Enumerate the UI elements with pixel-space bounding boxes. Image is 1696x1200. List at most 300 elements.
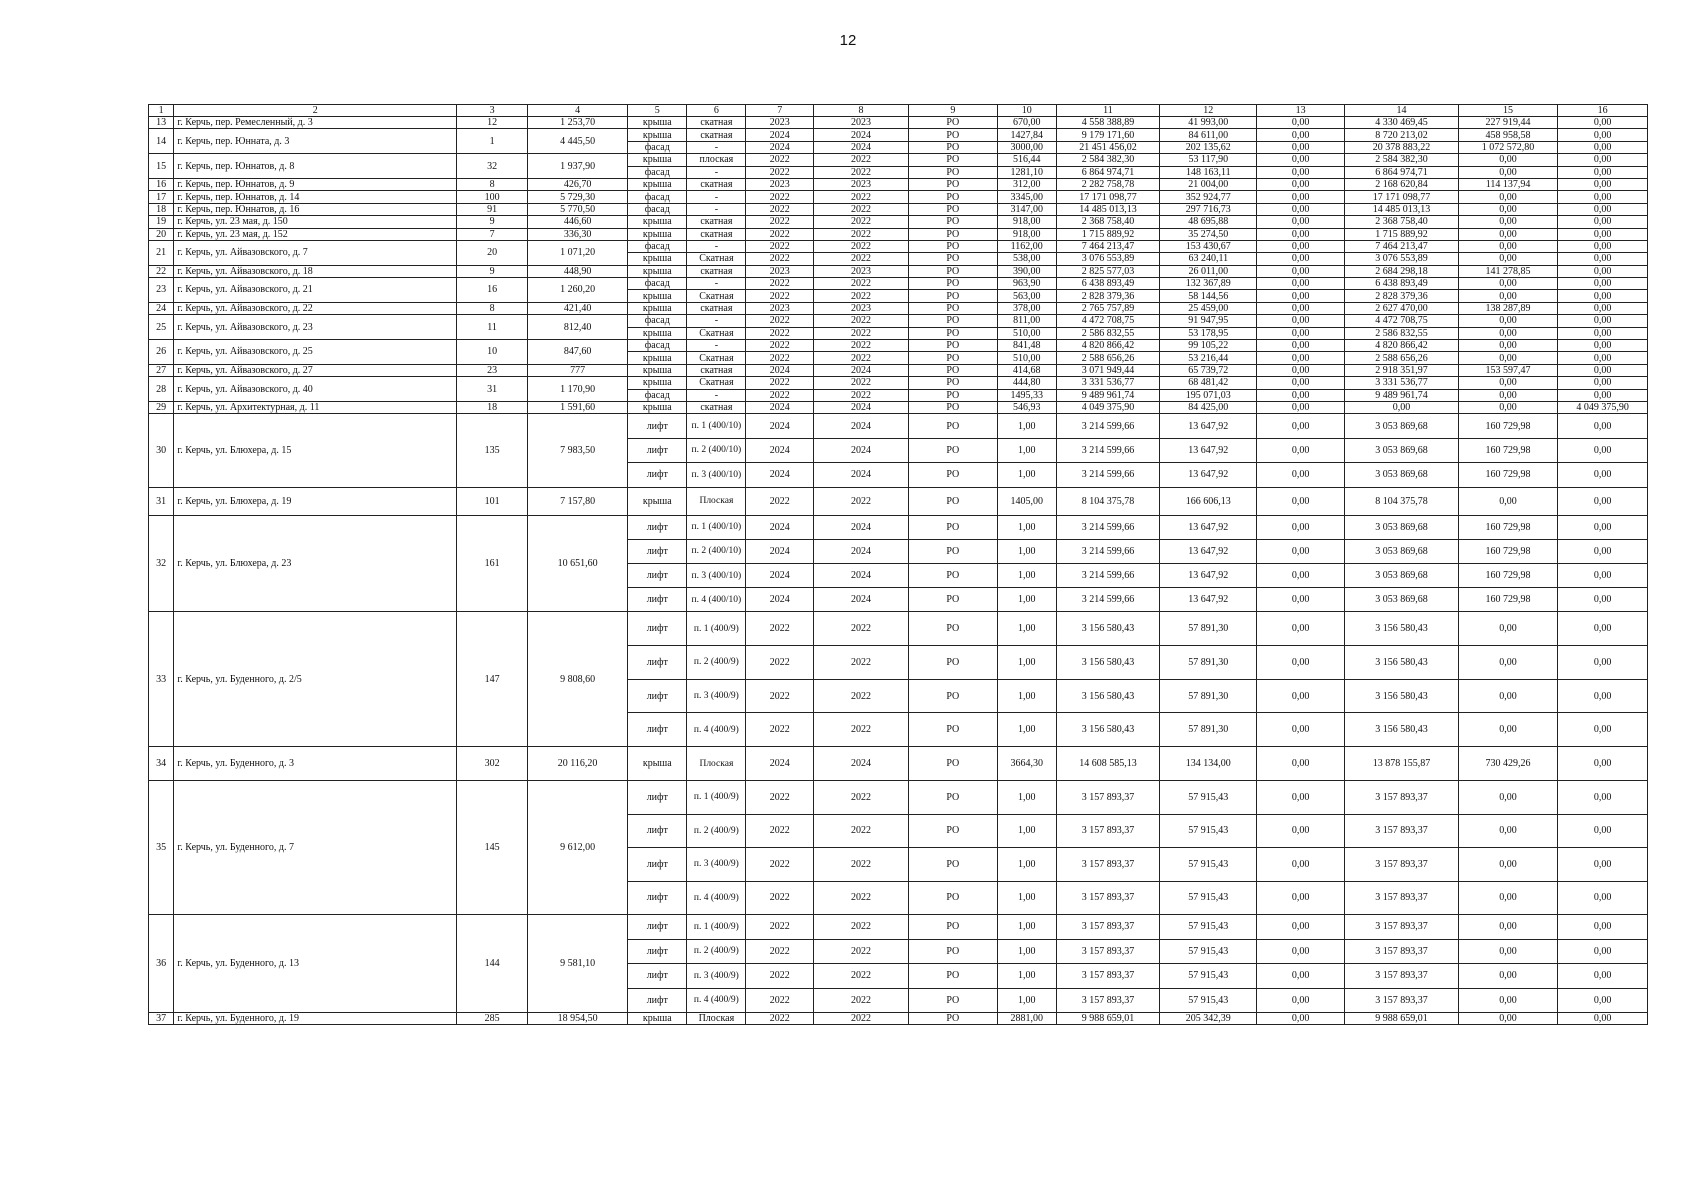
cell-col-9: РО <box>909 463 998 487</box>
cell-col-15: 160 729,98 <box>1458 515 1557 539</box>
cell-col-14: 3 053 869,68 <box>1344 588 1458 612</box>
cell-col-15: 0,00 <box>1458 1013 1557 1025</box>
cell-col-6: п. 2 (400/9) <box>687 939 746 964</box>
cell-col-10: 390,00 <box>997 265 1056 277</box>
cell-col-6: п. 2 (400/10) <box>687 438 746 462</box>
cell-col-15: 160 729,98 <box>1458 588 1557 612</box>
cell-col-11: 2 588 656,26 <box>1056 352 1159 364</box>
cell-col-8: 2022 <box>814 645 909 679</box>
cell-col-6: п. 1 (400/9) <box>687 915 746 940</box>
cell-col-16: 0,00 <box>1558 438 1648 462</box>
cell-col-7: 2022 <box>746 939 814 964</box>
cell-col-13: 0,00 <box>1257 747 1345 781</box>
cell-col-5: фасад <box>628 389 687 401</box>
cell-col-14: 3 157 893,37 <box>1344 881 1458 915</box>
cell-col-14: 4 472 708,75 <box>1344 315 1458 327</box>
cell-col-10: 963,90 <box>997 278 1056 290</box>
cell-col-11: 8 104 375,78 <box>1056 487 1159 515</box>
cell-col-13: 0,00 <box>1257 240 1345 252</box>
cell-col-12: 99 105,22 <box>1160 340 1257 352</box>
cell-col-11: 3 156 580,43 <box>1056 612 1159 646</box>
cell-col-16: 0,00 <box>1558 389 1648 401</box>
cell-col-9: РО <box>909 781 998 815</box>
cell-col-7: 2022 <box>746 915 814 940</box>
row-number-cell: 13 <box>149 117 174 129</box>
cell-col-15: 160 729,98 <box>1458 463 1557 487</box>
address-cell: г. Керчь, пер. Юннатов, д. 14 <box>174 191 457 203</box>
cell-col-7: 2022 <box>746 352 814 364</box>
cell-col-5: крыша <box>628 327 687 339</box>
cell-col-8: 2024 <box>814 141 909 153</box>
cell-col-11: 3 214 599,66 <box>1056 539 1159 563</box>
cell-col-6: Скатная <box>687 253 746 265</box>
cell-col-5: крыша <box>628 216 687 228</box>
cell-col-5: крыша <box>628 377 687 389</box>
cell-col-6: - <box>687 240 746 252</box>
cell-col-6: - <box>687 315 746 327</box>
cell-col-14: 8 104 375,78 <box>1344 487 1458 515</box>
cell-col-5: лифт <box>628 612 687 646</box>
cell-col-10: 1,00 <box>997 881 1056 915</box>
cell-col-6: - <box>687 191 746 203</box>
cell-col-12: 195 071,03 <box>1160 389 1257 401</box>
cell-col-8: 2024 <box>814 401 909 413</box>
cell-col-13: 0,00 <box>1257 539 1345 563</box>
cell-col-7: 2024 <box>746 747 814 781</box>
cell-col-9: РО <box>909 228 998 240</box>
cell-col-10: 670,00 <box>997 117 1056 129</box>
address-cell: г. Керчь, ул. Блюхера, д. 23 <box>174 515 457 612</box>
cell-col-11: 3 214 599,66 <box>1056 414 1159 438</box>
table-row <box>149 117 1648 129</box>
cell-col-16: 0,00 <box>1558 713 1648 747</box>
row-number-cell: 34 <box>149 747 174 781</box>
cell-col-8: 2022 <box>814 228 909 240</box>
cell-col-14: 3 157 893,37 <box>1344 814 1458 848</box>
cell-col-12: 57 915,43 <box>1160 939 1257 964</box>
cell-col-11: 3 157 893,37 <box>1056 781 1159 815</box>
cell-col-9: РО <box>909 364 998 376</box>
cell-col-14: 3 157 893,37 <box>1344 848 1458 882</box>
cell-col-8: 2023 <box>814 117 909 129</box>
cell-col-11: 1 715 889,92 <box>1056 228 1159 240</box>
cell-col-12: 35 274,50 <box>1160 228 1257 240</box>
cell-col-11: 21 451 456,02 <box>1056 141 1159 153</box>
cell-col-13: 0,00 <box>1257 253 1345 265</box>
cell-col-10: 3000,00 <box>997 141 1056 153</box>
cell-col-13: 0,00 <box>1257 588 1345 612</box>
cell-col-8: 2022 <box>814 881 909 915</box>
cell-col-6: п. 3 (400/10) <box>687 563 746 587</box>
cell-col-13: 0,00 <box>1257 315 1345 327</box>
cell-col-10: 1,00 <box>997 563 1056 587</box>
cell-col-14: 3 156 580,43 <box>1344 612 1458 646</box>
cell-col-7: 2022 <box>746 781 814 815</box>
cell-col-15: 0,00 <box>1458 166 1557 178</box>
apartments-count-cell: 9 <box>457 265 528 277</box>
cell-col-14: 3 053 869,68 <box>1344 438 1458 462</box>
area-cell: 448,90 <box>527 265 627 277</box>
row-number-cell: 27 <box>149 364 174 376</box>
cell-col-13: 0,00 <box>1257 414 1345 438</box>
cell-col-8: 2024 <box>814 563 909 587</box>
cell-col-10: 1495,33 <box>997 389 1056 401</box>
cell-col-14: 3 156 580,43 <box>1344 713 1458 747</box>
cell-col-11: 4 558 388,89 <box>1056 117 1159 129</box>
cell-col-10: 1,00 <box>997 915 1056 940</box>
cell-col-9: РО <box>909 352 998 364</box>
cell-col-11: 3 214 599,66 <box>1056 563 1159 587</box>
cell-col-5: лифт <box>628 814 687 848</box>
cell-col-7: 2022 <box>746 679 814 713</box>
cell-col-11: 3 331 536,77 <box>1056 377 1159 389</box>
cell-col-16: 0,00 <box>1558 679 1648 713</box>
cell-col-5: лифт <box>628 645 687 679</box>
table-row <box>149 178 1648 190</box>
cell-col-7: 2024 <box>746 539 814 563</box>
cell-col-10: 1,00 <box>997 814 1056 848</box>
cell-col-9: РО <box>909 612 998 646</box>
cell-col-5: крыша <box>628 178 687 190</box>
cell-col-12: 26 011,00 <box>1160 265 1257 277</box>
cell-col-7: 2024 <box>746 364 814 376</box>
area-cell: 5 729,30 <box>527 191 627 203</box>
cell-col-7: 2023 <box>746 178 814 190</box>
cell-col-5: лифт <box>628 563 687 587</box>
address-cell: г. Керчь, ул. Архитектурная, д. 11 <box>174 401 457 413</box>
cell-col-6: скатная <box>687 178 746 190</box>
column-number-1: 1 <box>149 105 174 117</box>
cell-col-15: 160 729,98 <box>1458 563 1557 587</box>
address-cell: г. Керчь, ул. Буденного, д. 13 <box>174 915 457 1013</box>
cell-col-11: 4 820 866,42 <box>1056 340 1159 352</box>
cell-col-8: 2022 <box>814 915 909 940</box>
cell-col-10: 1,00 <box>997 848 1056 882</box>
cell-col-14: 2 627 470,00 <box>1344 302 1458 314</box>
apartments-count-cell: 144 <box>457 915 528 1013</box>
cell-col-10: 841,48 <box>997 340 1056 352</box>
cell-col-8: 2024 <box>814 129 909 141</box>
apartments-count-cell: 302 <box>457 747 528 781</box>
cell-col-13: 0,00 <box>1257 340 1345 352</box>
cell-col-15: 114 137,94 <box>1458 178 1557 190</box>
cell-col-11: 3 214 599,66 <box>1056 515 1159 539</box>
address-cell: г. Керчь, ул. Айвазовского, д. 7 <box>174 240 457 265</box>
column-number-12: 12 <box>1160 105 1257 117</box>
cell-col-12: 57 891,30 <box>1160 645 1257 679</box>
cell-col-13: 0,00 <box>1257 1013 1345 1025</box>
address-cell: г. Керчь, ул. 23 мая, д. 152 <box>174 228 457 240</box>
cell-col-9: РО <box>909 203 998 215</box>
cell-col-9: РО <box>909 377 998 389</box>
cell-col-9: РО <box>909 988 998 1013</box>
cell-col-7: 2024 <box>746 401 814 413</box>
cell-col-9: РО <box>909 141 998 153</box>
cell-col-9: РО <box>909 915 998 940</box>
cell-col-14: 3 053 869,68 <box>1344 414 1458 438</box>
cell-col-5: крыша <box>628 364 687 376</box>
column-number-10: 10 <box>997 105 1056 117</box>
table-row <box>149 315 1648 327</box>
cell-col-8: 2022 <box>814 781 909 815</box>
cell-col-6: п. 4 (400/9) <box>687 713 746 747</box>
address-cell: г. Керчь, ул. Айвазовского, д. 22 <box>174 302 457 314</box>
cell-col-9: РО <box>909 1013 998 1025</box>
cell-col-16: 0,00 <box>1558 302 1648 314</box>
cell-col-12: 13 647,92 <box>1160 588 1257 612</box>
cell-col-11: 3 156 580,43 <box>1056 679 1159 713</box>
cell-col-9: РО <box>909 588 998 612</box>
cell-col-10: 1,00 <box>997 939 1056 964</box>
cell-col-6: Скатная <box>687 290 746 302</box>
apartments-count-cell: 1 <box>457 129 528 154</box>
cell-col-11: 3 156 580,43 <box>1056 645 1159 679</box>
cell-col-8: 2024 <box>814 747 909 781</box>
address-cell: г. Керчь, ул. Айвазовского, д. 25 <box>174 340 457 365</box>
cell-col-11: 9 988 659,01 <box>1056 1013 1159 1025</box>
cell-col-16: 0,00 <box>1558 228 1648 240</box>
capital-repair-table <box>148 104 1648 1025</box>
cell-col-15: 0,00 <box>1458 340 1557 352</box>
cell-col-9: РО <box>909 129 998 141</box>
cell-col-14: 14 485 013,13 <box>1344 203 1458 215</box>
cell-col-8: 2022 <box>814 612 909 646</box>
cell-col-15: 0,00 <box>1458 645 1557 679</box>
cell-col-8: 2022 <box>814 679 909 713</box>
apartments-count-cell: 20 <box>457 240 528 265</box>
cell-col-7: 2023 <box>746 117 814 129</box>
cell-col-12: 202 135,62 <box>1160 141 1257 153</box>
address-cell: г. Керчь, ул. Буденного, д. 7 <box>174 781 457 915</box>
cell-col-6: п. 3 (400/10) <box>687 463 746 487</box>
apartments-count-cell: 9 <box>457 216 528 228</box>
cell-col-9: РО <box>909 340 998 352</box>
cell-col-9: РО <box>909 290 998 302</box>
cell-col-9: РО <box>909 563 998 587</box>
cell-col-12: 21 004,00 <box>1160 178 1257 190</box>
cell-col-16: 0,00 <box>1558 166 1648 178</box>
cell-col-8: 2022 <box>814 253 909 265</box>
address-cell: г. Керчь, ул. Айвазовского, д. 18 <box>174 265 457 277</box>
cell-col-15: 0,00 <box>1458 216 1557 228</box>
cell-col-9: РО <box>909 645 998 679</box>
cell-col-12: 132 367,89 <box>1160 278 1257 290</box>
cell-col-10: 1281,10 <box>997 166 1056 178</box>
cell-col-5: крыша <box>628 290 687 302</box>
cell-col-7: 2022 <box>746 166 814 178</box>
cell-col-10: 1,00 <box>997 645 1056 679</box>
apartments-count-cell: 100 <box>457 191 528 203</box>
cell-col-9: РО <box>909 154 998 166</box>
cell-col-14: 2 586 832,55 <box>1344 327 1458 339</box>
cell-col-14: 2 584 382,30 <box>1344 154 1458 166</box>
cell-col-7: 2024 <box>746 563 814 587</box>
cell-col-16: 0,00 <box>1558 588 1648 612</box>
cell-col-12: 13 647,92 <box>1160 539 1257 563</box>
cell-col-10: 1,00 <box>997 612 1056 646</box>
cell-col-10: 1,00 <box>997 988 1056 1013</box>
cell-col-12: 205 342,39 <box>1160 1013 1257 1025</box>
cell-col-13: 0,00 <box>1257 265 1345 277</box>
column-number-8: 8 <box>814 105 909 117</box>
cell-col-13: 0,00 <box>1257 964 1345 989</box>
cell-col-5: крыша <box>628 1013 687 1025</box>
cell-col-10: 1162,00 <box>997 240 1056 252</box>
cell-col-13: 0,00 <box>1257 881 1345 915</box>
cell-col-7: 2022 <box>746 964 814 989</box>
cell-col-16: 0,00 <box>1558 414 1648 438</box>
cell-col-15: 0,00 <box>1458 939 1557 964</box>
cell-col-15: 0,00 <box>1458 389 1557 401</box>
apartments-count-cell: 101 <box>457 487 528 515</box>
cell-col-12: 57 915,43 <box>1160 915 1257 940</box>
page-number: 12 <box>839 32 857 49</box>
cell-col-14: 2 168 620,84 <box>1344 178 1458 190</box>
cell-col-6: - <box>687 340 746 352</box>
cell-col-16: 0,00 <box>1558 645 1648 679</box>
cell-col-9: РО <box>909 713 998 747</box>
area-cell: 10 651,60 <box>527 515 627 612</box>
cell-col-13: 0,00 <box>1257 438 1345 462</box>
table-row <box>149 154 1648 166</box>
cell-col-7: 2022 <box>746 487 814 515</box>
cell-col-8: 2022 <box>814 389 909 401</box>
cell-col-16: 0,00 <box>1558 352 1648 364</box>
cell-col-7: 2022 <box>746 389 814 401</box>
apartments-count-cell: 145 <box>457 781 528 915</box>
cell-col-9: РО <box>909 964 998 989</box>
cell-col-6: скатная <box>687 364 746 376</box>
cell-col-14: 20 378 883,22 <box>1344 141 1458 153</box>
cell-col-16: 0,00 <box>1558 463 1648 487</box>
cell-col-5: крыша <box>628 302 687 314</box>
cell-col-10: 1,00 <box>997 588 1056 612</box>
cell-col-9: РО <box>909 881 998 915</box>
cell-col-6: п. 1 (400/9) <box>687 781 746 815</box>
cell-col-7: 2024 <box>746 515 814 539</box>
cell-col-8: 2022 <box>814 713 909 747</box>
cell-col-12: 57 915,43 <box>1160 964 1257 989</box>
cell-col-14: 17 171 098,77 <box>1344 191 1458 203</box>
cell-col-15: 0,00 <box>1458 377 1557 389</box>
cell-col-11: 4 049 375,90 <box>1056 401 1159 413</box>
table-row <box>149 265 1648 277</box>
cell-col-10: 3664,30 <box>997 747 1056 781</box>
cell-col-12: 53 117,90 <box>1160 154 1257 166</box>
cell-col-8: 2022 <box>814 939 909 964</box>
cell-col-5: фасад <box>628 278 687 290</box>
table-row <box>149 228 1648 240</box>
cell-col-11: 2 765 757,89 <box>1056 302 1159 314</box>
cell-col-5: лифт <box>628 414 687 438</box>
cell-col-16: 0,00 <box>1558 988 1648 1013</box>
cell-col-7: 2024 <box>746 414 814 438</box>
cell-col-9: РО <box>909 216 998 228</box>
cell-col-10: 510,00 <box>997 327 1056 339</box>
address-cell: г. Керчь, пер. Юннатов, д. 9 <box>174 178 457 190</box>
cell-col-6: - <box>687 203 746 215</box>
area-cell: 1 937,90 <box>527 154 627 179</box>
table-row <box>149 377 1648 389</box>
cell-col-15: 0,00 <box>1458 278 1557 290</box>
cell-col-7: 2022 <box>746 327 814 339</box>
cell-col-10: 1,00 <box>997 539 1056 563</box>
cell-col-6: п. 4 (400/9) <box>687 988 746 1013</box>
cell-col-15: 0,00 <box>1458 401 1557 413</box>
cell-col-6: п. 2 (400/9) <box>687 814 746 848</box>
area-cell: 777 <box>527 364 627 376</box>
cell-col-15: 0,00 <box>1458 290 1557 302</box>
cell-col-15: 0,00 <box>1458 988 1557 1013</box>
cell-col-10: 1405,00 <box>997 487 1056 515</box>
cell-col-9: РО <box>909 253 998 265</box>
cell-col-16: 0,00 <box>1558 515 1648 539</box>
table-body <box>149 117 1648 1025</box>
cell-col-5: лифт <box>628 588 687 612</box>
cell-col-14: 3 053 869,68 <box>1344 539 1458 563</box>
cell-col-15: 0,00 <box>1458 781 1557 815</box>
row-number-cell: 32 <box>149 515 174 612</box>
cell-col-15: 0,00 <box>1458 848 1557 882</box>
apartments-count-cell: 18 <box>457 401 528 413</box>
cell-col-6: скатная <box>687 117 746 129</box>
cell-col-9: РО <box>909 117 998 129</box>
cell-col-8: 2022 <box>814 191 909 203</box>
cell-col-14: 3 053 869,68 <box>1344 515 1458 539</box>
cell-col-5: фасад <box>628 203 687 215</box>
cell-col-16: 0,00 <box>1558 881 1648 915</box>
row-number-cell: 24 <box>149 302 174 314</box>
cell-col-11: 3 157 893,37 <box>1056 814 1159 848</box>
apartments-count-cell: 91 <box>457 203 528 215</box>
cell-col-16: 0,00 <box>1558 377 1648 389</box>
cell-col-14: 3 331 536,77 <box>1344 377 1458 389</box>
apartments-count-cell: 31 <box>457 377 528 402</box>
cell-col-12: 57 915,43 <box>1160 988 1257 1013</box>
cell-col-16: 0,00 <box>1558 612 1648 646</box>
cell-col-12: 53 216,44 <box>1160 352 1257 364</box>
cell-col-12: 48 695,88 <box>1160 216 1257 228</box>
table-row <box>149 487 1648 515</box>
cell-col-5: лифт <box>628 939 687 964</box>
cell-col-10: 444,80 <box>997 377 1056 389</box>
cell-col-10: 1,00 <box>997 781 1056 815</box>
cell-col-11: 9 489 961,74 <box>1056 389 1159 401</box>
cell-col-8: 2022 <box>814 203 909 215</box>
apartments-count-cell: 161 <box>457 515 528 612</box>
cell-col-6: Плоская <box>687 487 746 515</box>
cell-col-9: РО <box>909 240 998 252</box>
table-row <box>149 129 1648 141</box>
cell-col-8: 2024 <box>814 414 909 438</box>
cell-col-10: 1,00 <box>997 679 1056 713</box>
cell-col-6: п. 4 (400/10) <box>687 588 746 612</box>
table-row <box>149 364 1648 376</box>
cell-col-8: 2022 <box>814 327 909 339</box>
cell-col-11: 7 464 213,47 <box>1056 240 1159 252</box>
cell-col-11: 3 157 893,37 <box>1056 939 1159 964</box>
cell-col-14: 9 988 659,01 <box>1344 1013 1458 1025</box>
cell-col-5: крыша <box>628 747 687 781</box>
table-row <box>149 612 1648 646</box>
address-cell: г. Керчь, ул. Буденного, д. 2/5 <box>174 612 457 747</box>
cell-col-5: фасад <box>628 166 687 178</box>
cell-col-16: 0,00 <box>1558 364 1648 376</box>
column-number-3: 3 <box>457 105 528 117</box>
cell-col-14: 2 684 298,18 <box>1344 265 1458 277</box>
cell-col-16: 0,00 <box>1558 191 1648 203</box>
cell-col-8: 2022 <box>814 216 909 228</box>
